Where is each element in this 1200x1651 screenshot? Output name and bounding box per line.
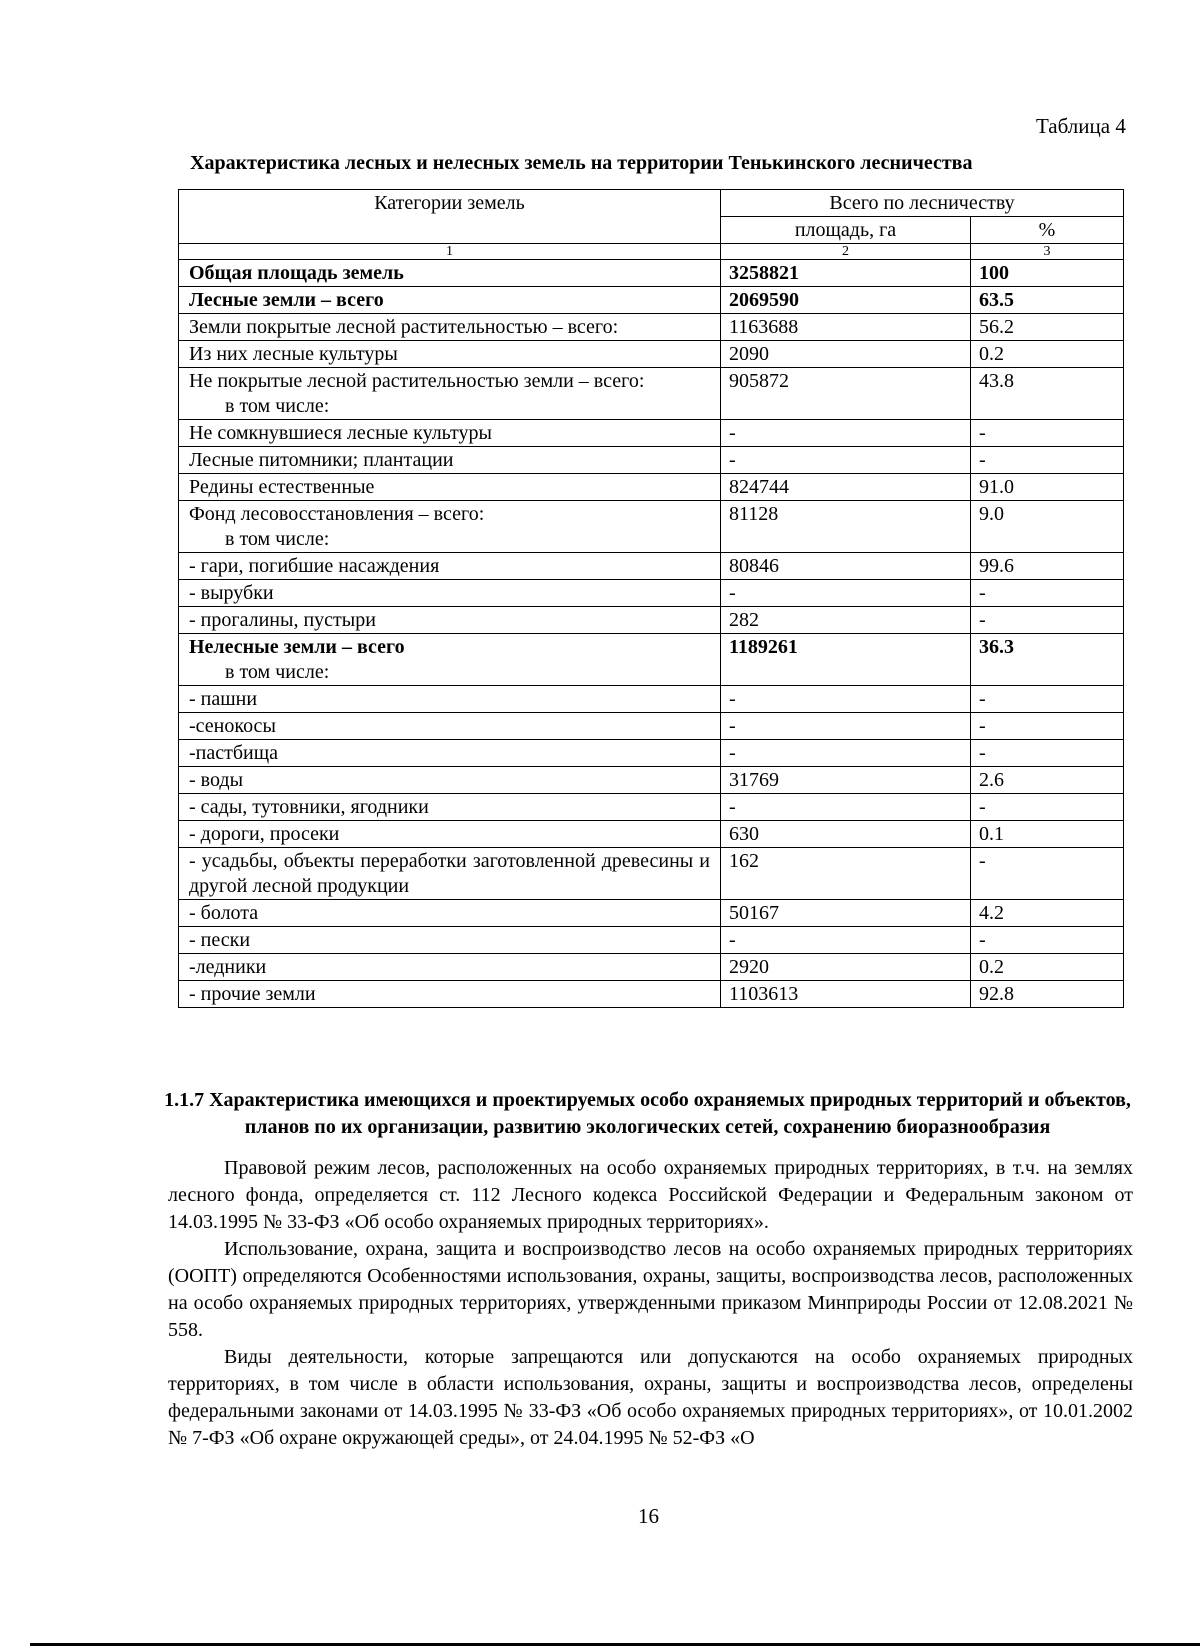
- row-percent-value: 92.8: [971, 981, 1124, 1008]
- row-percent-value: 0.2: [971, 341, 1124, 368]
- paragraph: Правовой режим лесов, расположенных на особо охраняемых природных территориях, в т.ч. на землях лесного фонда, определяется ст. 112 Лесного кодекса Российской Федерации и Федеральным законом от 14.03.1995 № 33-ФЗ «Об особо охраняемых природных территориях».: [168, 1157, 1133, 1233]
- table-row: [179, 900, 1124, 927]
- row-category-label: Из них лесные культуры: [189, 343, 398, 365]
- row-category-label: - дороги, просеки: [189, 823, 340, 845]
- row-area-value: 1103613: [721, 981, 971, 1008]
- row-area-value: 1189261: [721, 634, 971, 686]
- row-category: [179, 767, 721, 794]
- table-header-row: [179, 190, 1124, 217]
- row-percent-value: -: [971, 420, 1124, 447]
- row-category: [179, 848, 721, 900]
- row-category-label: - усадьбы, объекты переработки заготовленной древесины и другой лесной продукции: [189, 850, 710, 897]
- row-category: [179, 794, 721, 821]
- row-area-value: -: [721, 580, 971, 607]
- row-category-label: -ледники: [189, 956, 267, 978]
- row-area-value: 824744: [721, 474, 971, 501]
- table-row: [179, 954, 1124, 981]
- row-percent-value: -: [971, 927, 1124, 954]
- row-category-label: - воды: [189, 769, 244, 791]
- row-category-label: - вырубки: [189, 582, 274, 604]
- row-percent-value: 36.3: [971, 634, 1124, 686]
- row-category: [179, 686, 721, 713]
- row-percent-value: 100: [971, 260, 1124, 287]
- row-category-label: - пашни: [189, 688, 258, 710]
- row-category: [179, 314, 721, 341]
- row-percent-value: -: [971, 686, 1124, 713]
- row-percent-value: 56.2: [971, 314, 1124, 341]
- table-row: [179, 447, 1124, 474]
- row-category-label: Фонд лесовосстановления – всего:: [189, 503, 485, 525]
- row-area-value: -: [721, 420, 971, 447]
- table-row: [179, 368, 1124, 420]
- row-category-label: - пески: [189, 929, 251, 951]
- row-category-label: - прогалины, пустыри: [189, 609, 376, 631]
- table-row: [179, 341, 1124, 368]
- paragraph: Виды деятельности, которые запрещаются или допускаются на особо охраняемых природных территориях, в том числе в области использования, охраны, защиты и воспроизводства лесов, определены федеральными законами от 14.03.1995 № 33-ФЗ «Об особо охраняемых природных территориях», от 10.01.2002 № 7-ФЗ «Об охране окружающей среды», от 24.04.1995 № 52-ФЗ «О: [168, 1346, 1133, 1449]
- table-row: [179, 287, 1124, 314]
- table-row: [179, 420, 1124, 447]
- row-percent-value: -: [971, 580, 1124, 607]
- row-category: [179, 420, 721, 447]
- row-area-value: 2920: [721, 954, 971, 981]
- row-category-label: Редины естественные: [189, 476, 375, 498]
- row-percent-value: 0.1: [971, 821, 1124, 848]
- table-row: [179, 474, 1124, 501]
- row-category: [179, 368, 721, 420]
- column-number: 2: [721, 244, 971, 260]
- table-row: [179, 981, 1124, 1008]
- row-percent-value: 0.2: [971, 954, 1124, 981]
- table-row: [179, 821, 1124, 848]
- row-area-value: -: [721, 794, 971, 821]
- row-area-value: 282: [721, 607, 971, 634]
- row-category: [179, 927, 721, 954]
- table-row: [179, 713, 1124, 740]
- row-category: [179, 981, 721, 1008]
- table-row: [179, 314, 1124, 341]
- row-percent-value: -: [971, 740, 1124, 767]
- table-row: [179, 553, 1124, 580]
- row-category-label: - гари, погибшие насаждения: [189, 555, 440, 577]
- row-area-value: 2069590: [721, 287, 971, 314]
- row-area-value: 80846: [721, 553, 971, 580]
- table-row: [179, 767, 1124, 794]
- header-forestry-total: Всего по лесничеству: [721, 190, 1124, 217]
- table-label: Таблица 4: [1036, 114, 1126, 138]
- row-category: [179, 607, 721, 634]
- row-area-value: -: [721, 686, 971, 713]
- row-category-label: -пастбища: [189, 742, 279, 764]
- row-area-value: 905872: [721, 368, 971, 420]
- table-row: [179, 927, 1124, 954]
- table-row: [179, 848, 1124, 900]
- row-category-label: - прочие земли: [189, 983, 316, 1005]
- bottom-rule: [30, 1643, 1200, 1646]
- row-percent-value: -: [971, 794, 1124, 821]
- header-categories: Категории земель: [179, 190, 721, 244]
- row-category: [179, 713, 721, 740]
- table-row: [179, 260, 1124, 287]
- header-percent: %: [971, 217, 1124, 244]
- table-row: [179, 607, 1124, 634]
- row-category-sublabel: в том числе:: [225, 528, 330, 550]
- row-category: [179, 474, 721, 501]
- column-number: 1: [179, 244, 721, 260]
- table-row: [179, 686, 1124, 713]
- paragraph: Использование, охрана, защита и воспроизводство лесов на особо охраняемых природных территориях (ООПТ) определяются Особенностями использования, охраны, защиты, воспроизводства лесов, расположенных на особо охраняемых природных территориях, утвержденными приказом Минприроды России от 12.08.2021 № 558.: [168, 1238, 1133, 1341]
- row-area-value: -: [721, 713, 971, 740]
- row-percent-value: 2.6: [971, 767, 1124, 794]
- row-percent-value: 91.0: [971, 474, 1124, 501]
- row-category-label: Лесные земли – всего: [189, 289, 384, 311]
- section-heading: 1.1.7 Характеристика имеющихся и проектируемых особо охраняемых природных территорий и объектов, планов по их организации, развитию экологических сетей, сохранению биоразнообразия: [164, 1089, 1131, 1138]
- row-category: [179, 740, 721, 767]
- row-area-value: 2090: [721, 341, 971, 368]
- row-area-value: -: [721, 740, 971, 767]
- row-percent-value: -: [971, 848, 1124, 900]
- row-percent-value: 43.8: [971, 368, 1124, 420]
- table-row: [179, 794, 1124, 821]
- row-area-value: 81128: [721, 501, 971, 553]
- row-category: [179, 260, 721, 287]
- row-area-value: 630: [721, 821, 971, 848]
- row-category-label: Нелесные земли – всего: [189, 636, 405, 658]
- row-percent-value: -: [971, 713, 1124, 740]
- row-category: [179, 900, 721, 927]
- row-category: [179, 287, 721, 314]
- row-percent-value: -: [971, 447, 1124, 474]
- table-row: [179, 580, 1124, 607]
- row-category: [179, 501, 721, 553]
- row-area-value: -: [721, 927, 971, 954]
- row-area-value: 50167: [721, 900, 971, 927]
- row-category: [179, 954, 721, 981]
- row-category: [179, 580, 721, 607]
- land-categories-table: [178, 189, 1124, 1008]
- row-percent-value: 63.5: [971, 287, 1124, 314]
- row-percent-value: -: [971, 607, 1124, 634]
- header-area: площадь, га: [721, 217, 971, 244]
- row-category: [179, 821, 721, 848]
- row-category-label: Не сомкнувшиеся лесные культуры: [189, 422, 492, 444]
- row-category-sublabel: в том числе:: [225, 661, 330, 683]
- table-row: [179, 740, 1124, 767]
- row-area-value: 1163688: [721, 314, 971, 341]
- row-category-label: - сады, тутовники, ягодники: [189, 796, 429, 818]
- table-row: [179, 501, 1124, 553]
- row-category-sublabel: в том числе:: [225, 395, 330, 417]
- row-category-label: - болота: [189, 902, 259, 924]
- row-category: [179, 553, 721, 580]
- table-row: [179, 634, 1124, 686]
- row-area-value: 162: [721, 848, 971, 900]
- column-number-row: [179, 244, 1124, 260]
- row-category: [179, 341, 721, 368]
- row-category-label: Не покрытые лесной растительностью земли – всего:: [189, 370, 645, 392]
- row-category-label: Общая площадь земель: [189, 262, 404, 284]
- page-number: 16: [638, 1504, 659, 1528]
- column-number: 3: [971, 244, 1124, 260]
- row-category: [179, 447, 721, 474]
- row-percent-value: 4.2: [971, 900, 1124, 927]
- row-category: [179, 634, 721, 686]
- row-percent-value: 9.0: [971, 501, 1124, 553]
- row-percent-value: 99.6: [971, 553, 1124, 580]
- row-area-value: 3258821: [721, 260, 971, 287]
- row-category-label: -сенокосы: [189, 715, 276, 737]
- row-area-value: 31769: [721, 767, 971, 794]
- table-title: Характеристика лесных и нелесных земель на территории Тенькинского лесничества: [190, 152, 973, 174]
- row-category-label: Лесные питомники; плантации: [189, 449, 454, 471]
- row-category-label: Земли покрытые лесной растительностью – всего:: [189, 316, 619, 338]
- row-area-value: -: [721, 447, 971, 474]
